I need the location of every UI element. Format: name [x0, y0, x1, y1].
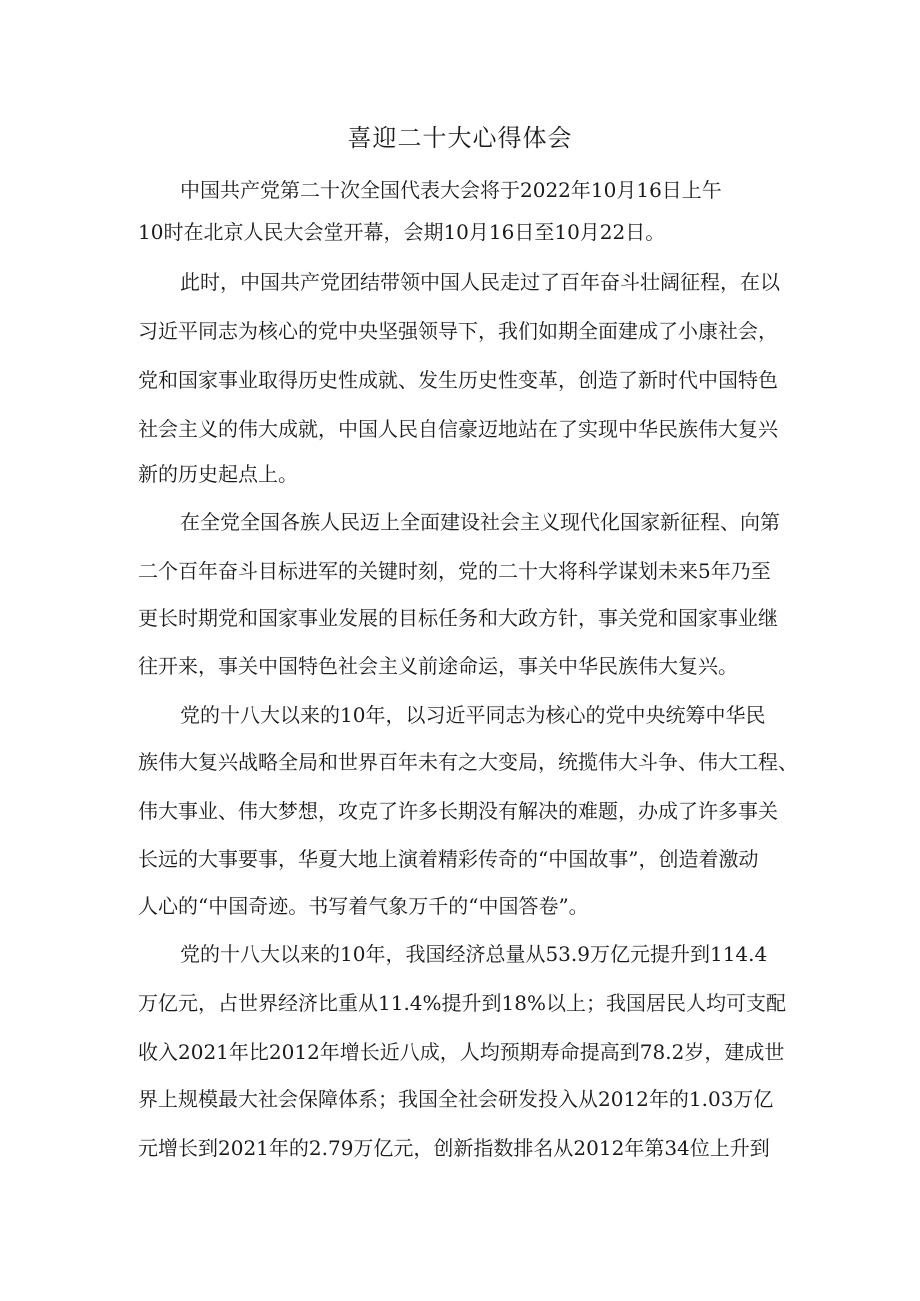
- paragraph-line: 在全党全国各族人民迈上全面建设社会主义现代化国家新征程、向第: [180, 510, 780, 534]
- paragraph-line: 中国共产党第二十次全国代表大会将于2022年10月16日上午: [180, 178, 722, 202]
- paragraph-line: 长远的大事要事，华夏大地上演着精彩传奇的“中国故事”，创造着激动: [138, 847, 759, 871]
- paragraph-line: 界上规模最大社会保障体系；我国全社会研发投入从2012年的1.03万亿: [138, 1087, 774, 1111]
- paragraph-line: 二个百年奋斗目标进军的关键时刻，党的二十大将科学谋划未来5年乃至: [138, 559, 771, 583]
- paragraph-line: 更长时期党和国家事业发展的目标任务和大政方针，事关党和国家事业继: [138, 606, 778, 630]
- paragraph-line: 伟大事业、伟大梦想，攻克了许多长期没有解决的难题，办成了许多事关: [138, 799, 778, 823]
- paragraph-line: 人心的“中国奇迹。书写着气象万千的“中国答卷”。: [138, 894, 589, 918]
- paragraph-line: 新的历史起点上。: [138, 462, 298, 486]
- paragraph-line: 往开来，事关中国特色社会主义前途命运，事关中华民族伟大复兴。: [138, 654, 738, 678]
- paragraph-line: 党的十八大以来的10年，以习近平同志为核心的党中央统筹中华民: [180, 703, 766, 727]
- paragraph-line: 党和国家事业取得历史性成就、发生历史性变革，创造了新时代中国特色: [138, 368, 778, 392]
- paragraph-line: 此时，中国共产党团结带领中国人民走过了百年奋斗壮阔征程，在以: [180, 270, 780, 294]
- paragraph-line: 习近平同志为核心的党中央坚强领导下，我们如期全面建成了小康社会，: [138, 319, 778, 343]
- paragraph-line: 万亿元，占世界经济比重从11.4%提升到18%以上；我国居民人均可支配: [138, 991, 786, 1015]
- document-title: 喜迎二十大心得体会: [347, 124, 573, 152]
- paragraph-line: 族伟大复兴战略全局和世界百年未有之大变局，统揽伟大斗争、伟大工程、: [138, 750, 798, 774]
- paragraph-line: 社会主义的伟大成就，中国人民自信豪迈地站在了实现中华民族伟大复兴: [138, 417, 778, 441]
- paragraph-line: 党的十八大以来的10年，我国经济总量从53.9万亿元提升到114.4: [180, 942, 768, 966]
- paragraph-line: 10时在北京人民大会堂开幕，会期10月16日至10月22日。: [138, 220, 666, 244]
- paragraph-line: 元增长到2021年的2.79万亿元，创新指数排名从2012年第34位上升到: [138, 1136, 770, 1160]
- paragraph-line: 收入2021年比2012年增长近八成，人均预期寿命提高到78.2岁，建成世: [138, 1040, 785, 1064]
